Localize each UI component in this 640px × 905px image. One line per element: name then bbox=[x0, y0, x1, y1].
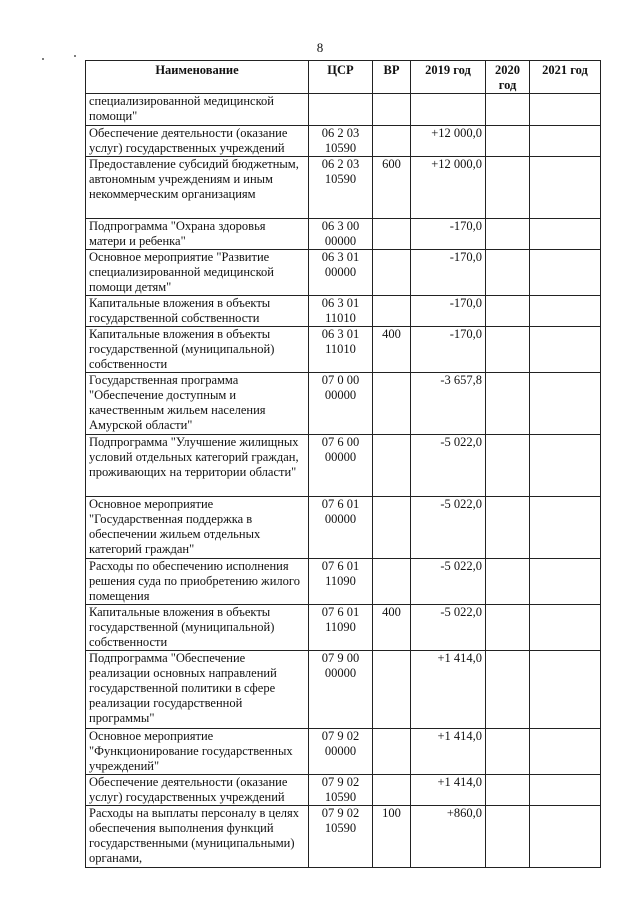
cell-vr bbox=[373, 435, 411, 497]
cell-2019: +12 000,0 bbox=[411, 126, 486, 157]
cell-name: Капитальные вложения в объекты государственной (муниципальной) собственности bbox=[86, 327, 309, 373]
table-row bbox=[86, 605, 601, 651]
cell-2019: +1 414,0 bbox=[411, 729, 486, 775]
cell-csr: 07 6 01 11090 bbox=[309, 559, 373, 605]
cell-name: Подпрограмма "Охрана здоровья матери и ребенка" bbox=[86, 219, 309, 250]
cell-2020 bbox=[486, 219, 530, 250]
cell-2019: +1 414,0 bbox=[411, 775, 486, 806]
table-row bbox=[86, 497, 601, 559]
table-row bbox=[86, 651, 601, 729]
cell-name: Капитальные вложения в объекты государственной (муниципальной) собственности bbox=[86, 605, 309, 651]
cell-csr: 06 3 00 00000 bbox=[309, 219, 373, 250]
cell-2019: -5 022,0 bbox=[411, 497, 486, 559]
cell-2021 bbox=[530, 94, 601, 126]
header-row bbox=[86, 61, 601, 94]
cell-csr: 07 9 02 00000 bbox=[309, 729, 373, 775]
cell-2021 bbox=[530, 219, 601, 250]
cell-csr: 06 3 01 11010 bbox=[309, 296, 373, 327]
cell-2020 bbox=[486, 296, 530, 327]
table-row bbox=[86, 373, 601, 435]
cell-2019: -170,0 bbox=[411, 219, 486, 250]
cell-csr: 06 3 01 11010 bbox=[309, 327, 373, 373]
cell-2020 bbox=[486, 327, 530, 373]
cell-name: специализированной медицинской помощи" bbox=[86, 94, 309, 126]
cell-2019: -170,0 bbox=[411, 296, 486, 327]
cell-vr bbox=[373, 651, 411, 729]
cell-2019: +860,0 bbox=[411, 806, 486, 868]
header-2021: 2021 год bbox=[530, 61, 601, 94]
table-row bbox=[86, 559, 601, 605]
cell-vr bbox=[373, 775, 411, 806]
cell-name: Основное мероприятие "Развитие специализированной медицинской помощи детям" bbox=[86, 250, 309, 296]
table-row bbox=[86, 775, 601, 806]
cell-name: Государственная программа "Обеспечение доступным и качественным жильем населения Амурской области" bbox=[86, 373, 309, 435]
cell-2020 bbox=[486, 806, 530, 868]
header-csr: ЦСР bbox=[309, 61, 373, 94]
cell-2021 bbox=[530, 605, 601, 651]
cell-csr: 06 3 01 00000 bbox=[309, 250, 373, 296]
cell-name: Подпрограмма "Улучшение жилищных условий отдельных категорий граждан, проживающих на территории области" bbox=[86, 435, 309, 497]
cell-csr: 07 6 01 00000 bbox=[309, 497, 373, 559]
cell-2021 bbox=[530, 651, 601, 729]
page-number: 8 bbox=[316, 40, 324, 55]
cell-2020 bbox=[486, 729, 530, 775]
table-row bbox=[86, 157, 601, 219]
cell-vr bbox=[373, 729, 411, 775]
cell-2019: -5 022,0 bbox=[411, 435, 486, 497]
cell-vr bbox=[373, 497, 411, 559]
table-row bbox=[86, 296, 601, 327]
cell-2020 bbox=[486, 435, 530, 497]
cell-2019: +12 000,0 bbox=[411, 157, 486, 219]
cell-name: Подпрограмма "Обеспечение реализации основных направлений государственной политики в сфере реализации государственной программы" bbox=[86, 651, 309, 729]
cell-2019: +1 414,0 bbox=[411, 651, 486, 729]
cell-vr: 600 bbox=[373, 157, 411, 219]
cell-name: Предоставление субсидий бюджетным, автономным учреждениям и иным некоммерческим организациям bbox=[86, 157, 309, 219]
cell-vr bbox=[373, 373, 411, 435]
cell-csr: 06 2 03 10590 bbox=[309, 126, 373, 157]
cell-2019: -170,0 bbox=[411, 250, 486, 296]
cell-vr bbox=[373, 94, 411, 126]
cell-2020 bbox=[486, 250, 530, 296]
cell-csr: 07 0 00 00000 bbox=[309, 373, 373, 435]
cell-csr: 07 9 00 00000 bbox=[309, 651, 373, 729]
cell-2021 bbox=[530, 157, 601, 219]
cell-2020 bbox=[486, 605, 530, 651]
cell-2020 bbox=[486, 651, 530, 729]
header-2019: 2019 год bbox=[411, 61, 486, 94]
cell-2021 bbox=[530, 775, 601, 806]
cell-vr: 100 bbox=[373, 806, 411, 868]
cell-name: Капитальные вложения в объекты государственной собственности bbox=[86, 296, 309, 327]
table-row bbox=[86, 126, 601, 157]
cell-name: Основное мероприятие "Функционирование государственных учреждений" bbox=[86, 729, 309, 775]
table-row bbox=[86, 327, 601, 373]
cell-csr: 07 9 02 10590 bbox=[309, 775, 373, 806]
cell-name: Обеспечение деятельности (оказание услуг) государственных учреждений bbox=[86, 126, 309, 157]
table-row bbox=[86, 250, 601, 296]
cell-2021 bbox=[530, 126, 601, 157]
cell-2020 bbox=[486, 497, 530, 559]
cell-2020 bbox=[486, 775, 530, 806]
table-row bbox=[86, 729, 601, 775]
cell-vr bbox=[373, 219, 411, 250]
cell-2021 bbox=[530, 327, 601, 373]
scan-speck bbox=[74, 55, 76, 57]
cell-vr: 400 bbox=[373, 605, 411, 651]
cell-2019: -5 022,0 bbox=[411, 559, 486, 605]
header-vr: ВР bbox=[373, 61, 411, 94]
cell-2021 bbox=[530, 373, 601, 435]
table-row bbox=[86, 219, 601, 250]
cell-name: Расходы на выплаты персоналу в целях обеспечения выполнения функций государственными (муниципальными) органами, bbox=[86, 806, 309, 868]
cell-name: Основное мероприятие "Государственная поддержка в обеспечении жильем отдельных категорий граждан" bbox=[86, 497, 309, 559]
cell-2020 bbox=[486, 157, 530, 219]
cell-csr: 07 6 01 11090 bbox=[309, 605, 373, 651]
cell-csr: 06 2 03 10590 bbox=[309, 157, 373, 219]
cell-2021 bbox=[530, 250, 601, 296]
table-row bbox=[86, 806, 601, 868]
cell-2021 bbox=[530, 497, 601, 559]
header-2020: 2020 год bbox=[486, 61, 530, 94]
cell-2019: -3 657,8 bbox=[411, 373, 486, 435]
cell-2021 bbox=[530, 729, 601, 775]
scan-speck bbox=[42, 58, 44, 60]
cell-vr bbox=[373, 296, 411, 327]
cell-name: Расходы по обеспечению исполнения решения суда по приобретению жилого помещения bbox=[86, 559, 309, 605]
cell-2019: -5 022,0 bbox=[411, 605, 486, 651]
cell-2020 bbox=[486, 559, 530, 605]
cell-vr: 400 bbox=[373, 327, 411, 373]
cell-csr bbox=[309, 94, 373, 126]
cell-2020 bbox=[486, 373, 530, 435]
cell-2021 bbox=[530, 806, 601, 868]
table-row bbox=[86, 435, 601, 497]
cell-2020 bbox=[486, 94, 530, 126]
cell-2021 bbox=[530, 435, 601, 497]
header-name: Наименование bbox=[86, 61, 309, 94]
cell-2020 bbox=[486, 126, 530, 157]
cell-name: Обеспечение деятельности (оказание услуг) государственных учреждений bbox=[86, 775, 309, 806]
cell-2019: -170,0 bbox=[411, 327, 486, 373]
cell-csr: 07 9 02 10590 bbox=[309, 806, 373, 868]
cell-vr bbox=[373, 250, 411, 296]
cell-2021 bbox=[530, 296, 601, 327]
table-row bbox=[86, 94, 601, 126]
cell-vr bbox=[373, 126, 411, 157]
budget-table bbox=[85, 60, 601, 868]
cell-vr bbox=[373, 559, 411, 605]
cell-2019 bbox=[411, 94, 486, 126]
cell-csr: 07 6 00 00000 bbox=[309, 435, 373, 497]
cell-2021 bbox=[530, 559, 601, 605]
